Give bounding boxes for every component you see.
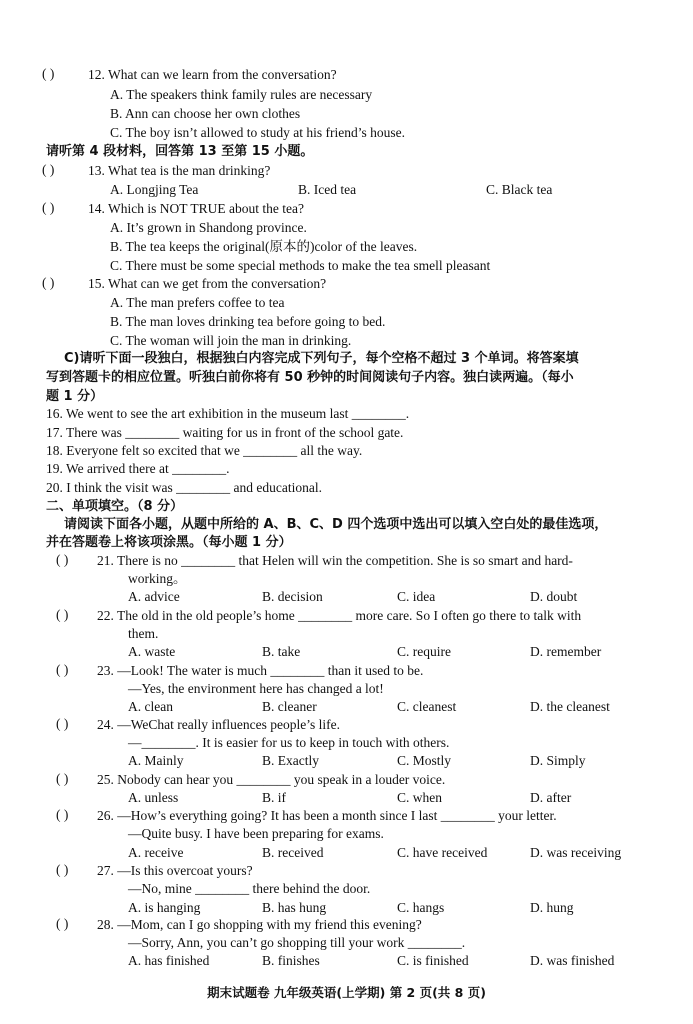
answer-paren-26: ( ) xyxy=(56,807,69,822)
question-24-option-c: C. Mostly xyxy=(397,753,452,768)
question-26-option-a: A. receive xyxy=(128,845,184,860)
question-28-option-d: D. was finished xyxy=(530,953,615,968)
question-21-stem-continued: working。 xyxy=(128,571,187,586)
question-21-option-b: B. decision xyxy=(262,589,323,604)
question-26-option-c: C. have received xyxy=(397,845,488,860)
question-28-stem: 28. —Mom, can I go shopping with my friend this evening? xyxy=(97,917,422,932)
question-25-option-a: A. unless xyxy=(128,790,179,805)
question-21-option-d: D. doubt xyxy=(530,589,578,604)
question-24-option-b: B. Exactly xyxy=(262,753,319,768)
section-4-heading: 请听第 4 段材料，回答第 13 至第 15 小题。 xyxy=(46,144,314,159)
question-27-option-d: D. hung xyxy=(530,900,574,915)
question-23-stem-continued: —Yes, the environment here has changed a lot! xyxy=(128,681,384,696)
question-24-stem: 24. —WeChat really influences people’s life. xyxy=(97,717,340,732)
question-14-option-a: A. It’s grown in Shandong province. xyxy=(110,220,307,235)
question-23-option-a: A. clean xyxy=(128,699,173,714)
section-2-heading: 二、单项填空。（8 分） xyxy=(46,499,184,514)
question-22-stem-continued: them. xyxy=(128,626,159,641)
question-15-option-c: C. The woman will join the man in drinking. xyxy=(110,333,352,348)
question-26-option-b: B. received xyxy=(262,845,324,860)
question-12-stem: 12. What can we learn from the conversation? xyxy=(88,67,337,82)
question-24-option-a: A. Mainly xyxy=(128,753,184,768)
question-24-option-d: D. Simply xyxy=(530,753,586,768)
fill-sentence-17: 17. There was ________ waiting for us in front of the school gate. xyxy=(46,425,404,440)
question-25-option-b: B. if xyxy=(262,790,287,805)
question-27-option-b: B. has hung xyxy=(262,900,327,915)
answer-paren-21: ( ) xyxy=(56,552,69,567)
question-22-option-c: C. require xyxy=(397,644,451,659)
part-c-instruction-line-2: 写到答题卡的相应位置。听独白前你将有 50 秒钟的时间阅读句子内容。独白读两遍。（每小 xyxy=(46,370,574,385)
answer-paren-15: ( ) xyxy=(42,275,55,290)
question-14-option-c: C. There must be some special methods to make the tea smell pleasant xyxy=(110,258,491,273)
question-21-stem: 21. There is no ________ that Helen will win the competition. She is so smart and hard- xyxy=(97,553,573,568)
question-23-option-b: B. cleaner xyxy=(262,699,317,714)
question-25-option-c: C. when xyxy=(397,790,442,805)
answer-paren-28: ( ) xyxy=(56,916,69,931)
answer-paren-12: ( ) xyxy=(42,66,55,81)
answer-paren-23: ( ) xyxy=(56,662,69,677)
answer-paren-27: ( ) xyxy=(56,862,69,877)
page-footer: 期末试题卷 九年级英语(上学期) 第 2 页(共 8 页) xyxy=(207,985,486,1000)
question-26-stem: 26. —How’s everything going? It has been a month since I last ________ your letter. xyxy=(97,808,557,823)
question-25-stem: 25. Nobody can hear you ________ you speak in a louder voice. xyxy=(97,772,446,787)
fill-sentence-16: 16. We went to see the art exhibition in the museum last ________. xyxy=(46,406,410,421)
question-23-option-d: D. the cleanest xyxy=(530,699,610,714)
question-23-stem: 23. —Look! The water is much ________ than it used to be. xyxy=(97,663,424,678)
question-22-option-a: A. waste xyxy=(128,644,176,659)
question-28-stem-continued: —Sorry, Ann, you can’t go shopping till your work ________. xyxy=(128,935,466,950)
section-2-instruction-line-2: 并在答题卷上将该项涂黑。（每小题 1 分） xyxy=(46,535,292,550)
question-22-stem: 22. The old in the old people’s home ________ more care. So I often go there to talk with xyxy=(97,608,582,623)
part-c-instruction-line-3: 题 1 分） xyxy=(46,389,104,404)
fill-sentence-19: 19. We arrived there at ________. xyxy=(46,461,230,476)
question-15-stem: 15. What can we get from the conversation? xyxy=(88,276,327,291)
question-27-option-a: A. is hanging xyxy=(128,900,201,915)
answer-paren-25: ( ) xyxy=(56,771,69,786)
question-24-stem-continued: —________. It is easier for us to keep in touch with others. xyxy=(128,735,450,750)
part-c-instruction-line-1: C)请听下面一段独白，根据独白内容完成下列句子，每个空格不超过 3 个单词。将答案填 xyxy=(64,351,579,366)
question-22-option-b: B. take xyxy=(262,644,301,659)
question-15-option-b: B. The man loves drinking tea before going to bed. xyxy=(110,314,386,329)
question-28-option-b: B. finishes xyxy=(262,953,320,968)
question-21-option-c: C. idea xyxy=(397,589,436,604)
question-27-stem: 27. —Is this overcoat yours? xyxy=(97,863,253,878)
question-28-option-c: C. is finished xyxy=(397,953,469,968)
question-12-option-b: B. Ann can choose her own clothes xyxy=(110,106,301,121)
question-12-option-a: A. The speakers think family rules are necessary xyxy=(110,87,373,102)
question-27-stem-continued: —No, mine ________ there behind the door. xyxy=(128,881,371,896)
question-26-stem-continued: —Quite busy. I have been preparing for exams. xyxy=(128,826,384,841)
section-2-instruction-line-1: 请阅读下面各小题，从题中所给的 A、B、C、D 四个选项中选出可以填入空白处的最佳选项， xyxy=(64,517,608,532)
question-14-stem: 14. Which is NOT TRUE about the tea? xyxy=(88,201,304,216)
answer-paren-14: ( ) xyxy=(42,200,55,215)
question-26-option-d: D. was receiving xyxy=(530,845,622,860)
fill-sentence-18: 18. Everyone felt so excited that we ________ all the way. xyxy=(46,443,363,458)
fill-sentence-20: 20. I think the visit was ________ and educational. xyxy=(46,480,322,495)
question-12-option-c: C. The boy isn’t allowed to study at his friend’s house. xyxy=(110,125,405,140)
question-21-option-a: A. advice xyxy=(128,589,180,604)
question-15-option-a: A. The man prefers coffee to tea xyxy=(110,295,285,310)
answer-paren-22: ( ) xyxy=(56,607,69,622)
question-13-option-a: A. Longjing Tea xyxy=(110,182,199,197)
question-27-option-c: C. hangs xyxy=(397,900,445,915)
question-23-option-c: C. cleanest xyxy=(397,699,457,714)
question-25-option-d: D. after xyxy=(530,790,572,805)
question-13-stem: 13. What tea is the man drinking? xyxy=(88,163,271,178)
answer-paren-13: ( ) xyxy=(42,162,55,177)
question-13-option-c: C. Black tea xyxy=(486,182,553,197)
question-22-option-d: D. remember xyxy=(530,644,602,659)
question-13-option-b: B. Iced tea xyxy=(298,182,357,197)
question-28-option-a: A. has finished xyxy=(128,953,210,968)
answer-paren-24: ( ) xyxy=(56,716,69,731)
question-14-option-b: B. The tea keeps the original(原本的)color of the leaves. xyxy=(110,239,418,254)
